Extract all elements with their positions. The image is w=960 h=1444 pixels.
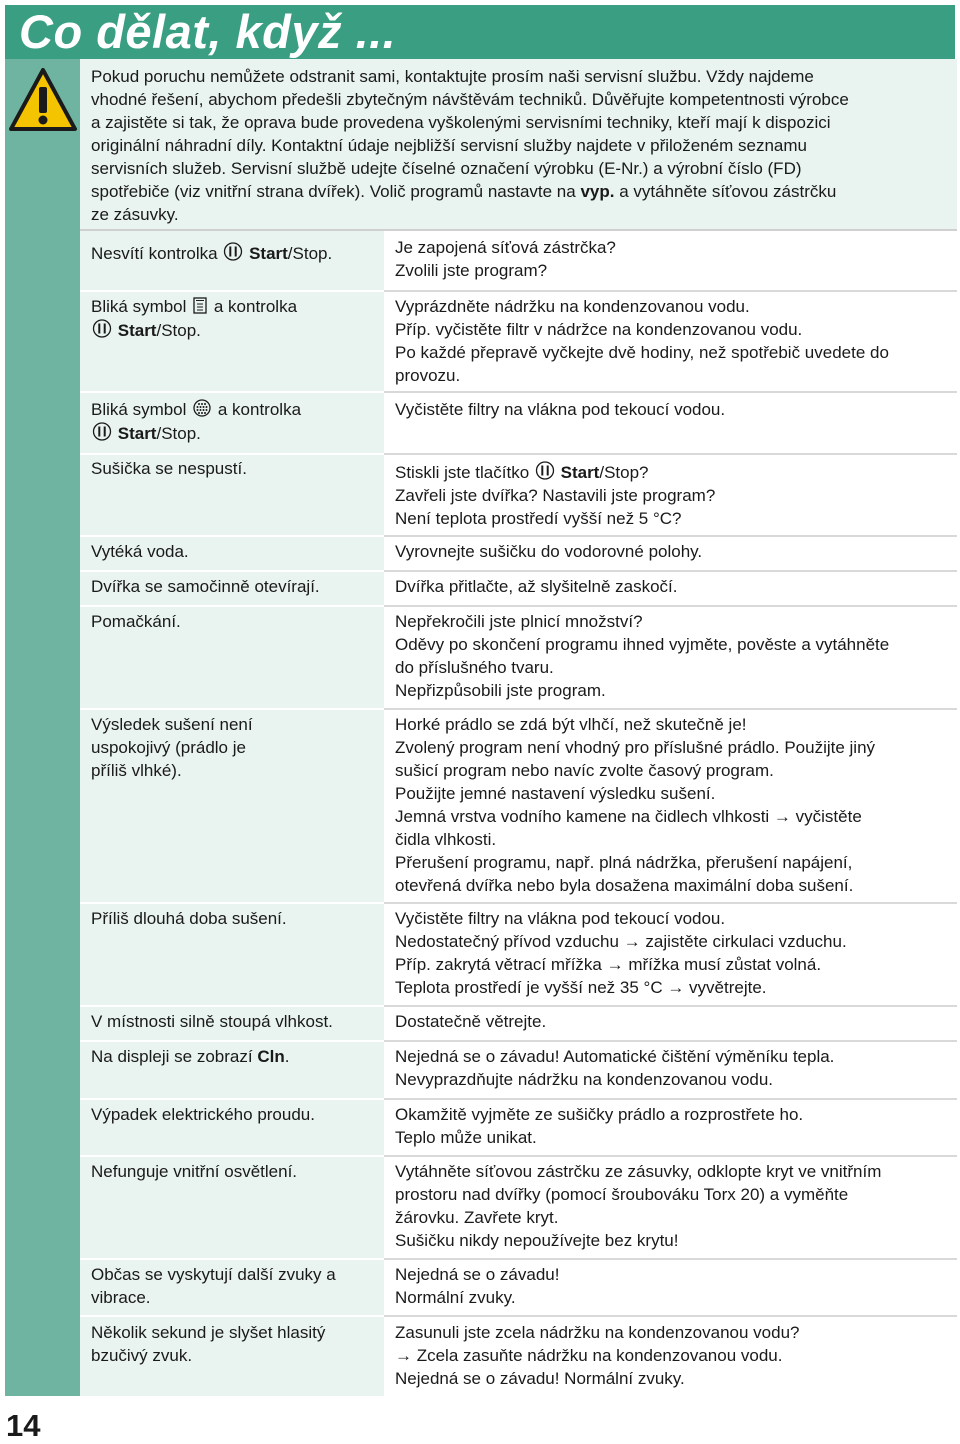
- solution-line: Zavřeli jste dvířka? Nastavili jste program?: [395, 486, 716, 505]
- problem-text: Na displeji se zobrazí: [91, 1047, 258, 1066]
- row-divider: [80, 290, 384, 292]
- problem-cell: [91, 907, 381, 930]
- problem-cell: [91, 295, 381, 342]
- solution-cell: [395, 1263, 955, 1309]
- problem-cell: [91, 398, 381, 445]
- intro-line: a zajistěte si tak, že oprava bude provedena vyškolenými servisními techniky, kteří mají k dispozici: [91, 113, 831, 132]
- solution-line: otevřená dvířka nebo byla dosažena maximální doba sušení.: [395, 876, 854, 895]
- intro-line: Pokud poruchu nemůžete odstranit sami, kontaktujte prosím naši servisní službu. Vždy najdeme: [91, 67, 814, 86]
- row-divider: [80, 391, 384, 393]
- solution-cell: [395, 1160, 955, 1252]
- solution-line: Zvolili jste program?: [395, 261, 548, 280]
- problem-line: Několik sekund je slyšet hlasitý: [91, 1323, 326, 1342]
- problem-cell: [91, 575, 381, 598]
- row-divider: [80, 570, 384, 572]
- solution-line: Použijte jemné nastavení výsledku sušení.: [395, 784, 716, 803]
- problem-cell: [91, 457, 381, 480]
- problem-cell: [91, 1321, 381, 1367]
- row-divider: [80, 902, 384, 904]
- solution-line: Nevyprazdňujte nádržku na kondenzovanou vodu.: [395, 1070, 774, 1089]
- row-divider: [80, 453, 384, 455]
- start-stop-icon: [535, 460, 555, 481]
- row-divider: [384, 1098, 957, 1100]
- solution-bold: Start: [560, 463, 600, 482]
- solution-line: Vytáhněte síťovou zástrčku ze zásuvky, odklopte kryt ve vnitřním: [395, 1162, 882, 1181]
- page-title: Co dělat, když ...: [19, 5, 397, 58]
- page-number: 14: [6, 1408, 41, 1443]
- start-stop-icon: [92, 421, 112, 442]
- solution-line: Normální zvuky.: [395, 1288, 516, 1307]
- solution-line: Dostatečně větrejte.: [395, 1012, 547, 1031]
- lint-filter-icon: [192, 398, 212, 418]
- problem-bold: Start: [249, 244, 288, 263]
- problem-text: a kontrolka: [209, 297, 298, 316]
- row-divider: [80, 1005, 384, 1007]
- problem-line: uspokojivý (prádlo je: [91, 738, 246, 757]
- problem-bold: Start: [117, 424, 157, 443]
- row-divider: [384, 902, 957, 904]
- row-divider: [80, 1315, 384, 1317]
- problem-line: [91, 241, 381, 265]
- row-divider: [384, 1005, 957, 1007]
- intro-line: vhodné řešení, abychom předešli zbytečným návštěvám techniků. Důvěřujte kompetentnosti výrobce: [91, 90, 849, 109]
- problem-text: /Stop.: [156, 424, 201, 443]
- intro-line: servisních služeb. Servisní službě udejte číselné označení výrobku (E-Nr.) a výrobní číslo (FD): [91, 159, 802, 178]
- solution-line: Vyčistěte filtry na vlákna pod tekoucí vodou.: [395, 909, 726, 928]
- row-divider: [384, 605, 957, 607]
- left-margin-strip: [5, 59, 80, 1396]
- solution-text: /Stop?: [599, 463, 649, 482]
- solution-cell: [395, 575, 955, 598]
- problem-cell: [91, 1045, 381, 1068]
- problem-line: Vytéká voda.: [91, 542, 189, 561]
- intro-paragraph: [80, 59, 957, 229]
- problem-line: Výpadek elektrického proudu.: [91, 1105, 315, 1124]
- problem-cell: [91, 1103, 381, 1126]
- solution-line: Nepřekročili jste plnicí množství?: [395, 612, 643, 631]
- solution-line: Zvolený program není vhodný pro příslušné prádlo. Použijte jiný: [395, 738, 876, 757]
- problem-text: a kontrolka: [213, 400, 302, 419]
- solution-line: Nejedná se o závadu! Normální zvuky.: [395, 1369, 685, 1388]
- warning-icon: [8, 67, 78, 133]
- intro-text: spotřebiče (viz vnitřní strana dvířek). Volič programů nastavte na: [91, 182, 581, 201]
- row-divider: [80, 1155, 384, 1157]
- solution-line: Dvířka přitlačte, až slyšitelně zaskočí.: [395, 577, 678, 596]
- condensate-container-icon: [192, 296, 208, 315]
- solution-cell: [395, 1321, 955, 1390]
- row-divider: [384, 535, 957, 537]
- problem-cell: [91, 713, 381, 782]
- solution-line: do příslušného tvaru.: [395, 658, 554, 677]
- problem-line: [91, 421, 381, 445]
- solution-line: provozu.: [395, 366, 461, 385]
- solution-line: Teplo může unikat.: [395, 1128, 537, 1147]
- row-divider: [384, 290, 957, 292]
- solution-line: Oděvy po skončení programu ihned vyjměte, pověste a vytáhněte: [395, 635, 890, 654]
- solution-line: sušicí program nebo navíc zvolte časový program.: [395, 761, 774, 780]
- row-divider: [384, 391, 957, 393]
- solution-cell: [395, 540, 955, 563]
- solution-line: Teplota prostředí je vyšší než 35 °C → vyvětrejte.: [395, 978, 767, 997]
- row-divider: [384, 1315, 957, 1317]
- problem-line: Výsledek sušení není: [91, 715, 253, 734]
- solution-cell: [395, 610, 955, 702]
- solution-line: Příp. zakrytá větrací mřížka → mřížka musí zůstat volná.: [395, 955, 822, 974]
- solution-cell: [395, 1045, 955, 1091]
- solution-line: Sušičku nikdy nepoužívejte bez krytu!: [395, 1231, 679, 1250]
- row-divider: [80, 708, 384, 710]
- problem-cell: [91, 1263, 381, 1309]
- row-divider: [80, 1098, 384, 1100]
- row-divider: [80, 605, 384, 607]
- problem-line: [91, 318, 381, 342]
- display-code-cln: Cln: [257, 1047, 285, 1066]
- solution-line: Jemná vrstva vodního kamene na čidlech vlhkosti → vyčistěte: [395, 807, 862, 826]
- row-divider: [384, 708, 957, 710]
- row-divider: [384, 453, 957, 455]
- solution-line: Vyčistěte filtry na vlákna pod tekoucí vodou.: [395, 400, 726, 419]
- problem-cell: [91, 540, 381, 563]
- solution-line: Po každé přepravě vyčkejte dvě hodiny, než spotřebič uvedete do: [395, 343, 889, 362]
- problem-text: .: [284, 1047, 290, 1066]
- row-divider: [384, 570, 957, 572]
- problem-text: /Stop.: [287, 244, 333, 263]
- solution-text: Stiskli jste tlačítko: [395, 463, 534, 482]
- solution-line: Horké prádlo se zdá být vlhčí, než skutečně je!: [395, 715, 747, 734]
- problem-cell: [91, 1010, 381, 1033]
- problem-text: /Stop.: [156, 321, 201, 340]
- solution-line: Zasunuli jste zcela nádržku na kondenzovanou vodu?: [395, 1323, 800, 1342]
- problem-line: [91, 295, 381, 318]
- page-header: [5, 5, 955, 59]
- problem-text: Bliká symbol: [91, 297, 192, 316]
- problem-line: vibrace.: [91, 1288, 151, 1307]
- problem-line: V místnosti silně stoupá vlhkost.: [91, 1012, 333, 1031]
- solution-cell: [395, 236, 955, 282]
- solution-line: čidla vlhkosti.: [395, 830, 497, 849]
- problem-bold: Start: [117, 321, 157, 340]
- row-divider: [80, 535, 384, 537]
- intro-bold-vyp: vyp.: [580, 182, 615, 201]
- problem-line: [91, 1045, 381, 1068]
- problem-line: [91, 398, 381, 421]
- solution-line: Nedostatečný přívod vzduchu → zajistěte cirkulaci vzduchu.: [395, 932, 847, 951]
- intro-line: originální náhradní díly. Kontaktní údaje nejbližší servisní služby najdete v přiloženém seznamu: [91, 136, 807, 155]
- intro-line: ze zásuvky.: [91, 205, 179, 224]
- solution-line: Nejedná se o závadu! Automatické čištění výměníku tepla.: [395, 1047, 835, 1066]
- solution-cell: [395, 460, 955, 530]
- solution-cell: [395, 907, 955, 999]
- solution-line: [395, 460, 955, 484]
- solution-line: žárovku. Zavřete kryt.: [395, 1208, 559, 1227]
- solution-line: Příp. vyčistěte filtr v nádržce na kondenzovanou vodu.: [395, 320, 803, 339]
- problem-cell: [91, 610, 381, 633]
- solution-line: prostoru nad dvířky (pomocí šroubováku Torx 20) a vyměňte: [395, 1185, 849, 1204]
- problem-text: Bliká symbol: [91, 400, 192, 419]
- row-divider: [80, 1040, 384, 1042]
- problem-line: Pomačkání.: [91, 612, 181, 631]
- intro-text: a vytáhněte síťovou zástrčku: [614, 182, 837, 201]
- problem-text: Nesvítí kontrolka: [91, 244, 223, 263]
- solution-line: Nejedná se o závadu!: [395, 1265, 560, 1284]
- problem-line: Nefunguje vnitřní osvětlení.: [91, 1162, 298, 1181]
- solution-cell: [395, 295, 955, 387]
- problem-cell: [91, 240, 381, 265]
- problem-line: Dvířka se samočinně otevírají.: [91, 577, 320, 596]
- row-divider: [384, 1040, 957, 1042]
- solution-line: Vyrovnejte sušičku do vodorovné polohy.: [395, 542, 703, 561]
- row-divider: [80, 1258, 384, 1260]
- start-stop-icon: [92, 318, 112, 339]
- solution-cell: [395, 398, 955, 421]
- problem-line: příliš vlhké).: [91, 761, 182, 780]
- solution-line: Vyprázdněte nádržku na kondenzovanou vodu.: [395, 297, 750, 316]
- solution-line: Přerušení programu, např. plná nádržka, přerušení napájení,: [395, 853, 853, 872]
- problem-line: Občas se vyskytují další zvuky a: [91, 1265, 336, 1284]
- row-divider: [384, 1155, 957, 1157]
- solution-line: Nepřizpůsobili jste program.: [395, 681, 606, 700]
- solution-line: Je zapojená síťová zástrčka?: [395, 238, 616, 257]
- problem-line: Sušička se nespustí.: [91, 459, 247, 478]
- row-divider: [384, 1258, 957, 1260]
- problem-line: Příliš dlouhá doba sušení.: [91, 909, 287, 928]
- start-stop-icon: [223, 241, 243, 262]
- solution-cell: [395, 1103, 955, 1149]
- problem-line: bzučivý zvuk.: [91, 1346, 193, 1365]
- solution-line: → Zcela zasuňte nádržku na kondenzovanou vodu.: [395, 1346, 783, 1365]
- problem-cell: [91, 1160, 381, 1183]
- solution-line: Není teplota prostředí vyšší než 5 °C?: [395, 509, 682, 528]
- solution-line: Okamžitě vyjměte ze sušičky prádlo a rozprostřete ho.: [395, 1105, 804, 1124]
- solution-cell: [395, 1010, 955, 1033]
- intro-line: [91, 180, 943, 203]
- solution-cell: [395, 713, 955, 897]
